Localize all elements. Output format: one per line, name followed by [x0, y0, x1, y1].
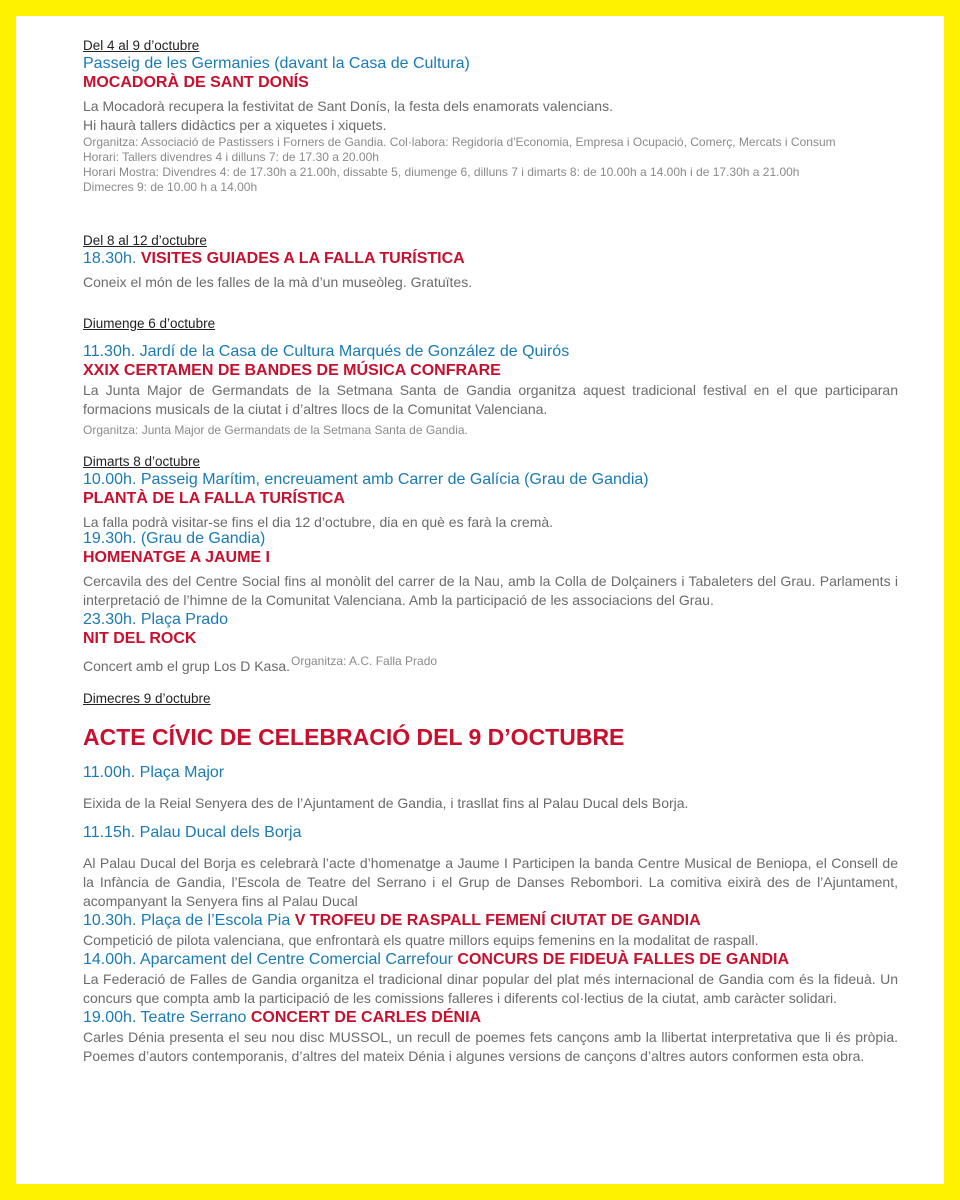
event-place: Passeig de les Germanies (davant la Casa de Cultura) [83, 55, 470, 72]
event-time: 18.30h. [83, 250, 137, 267]
event-description: La Junta Major de Germandats de la Setmana Santa de Gandia organitza aquest tradicional festival en el que participaran formacions musicals de la ciutat i d’altres llocs de la Comunitat Valenciana. [83, 382, 898, 417]
event-organizer: Organitza: A.C. Falla Prado [291, 654, 438, 668]
main-event-title: ACTE CÍVIC DE CELEBRACIÓ DEL 9 D’OCTUBRE [83, 724, 625, 750]
event-mocadora [83, 38, 898, 195]
event-place: 19.00h. Teatre Serrano [83, 1009, 247, 1026]
event-place: 19.30h. (Grau de Gandia) [83, 530, 266, 547]
event-description: Coneix el món de les falles de la mà d’un museòleg. Gratuïtes. [83, 274, 473, 290]
date-heading: Diumenge 6 d’octubre [83, 316, 216, 331]
event-place: 10.00h. Passeig Marítim, encreuament amb Carrer de Galícia (Grau de Gandia) [83, 471, 649, 488]
event-place: 11.00h. Plaça Major [83, 764, 225, 781]
event-description-row [83, 654, 898, 677]
event-description: Hi haurà tallers didàctics per a xiquetes i xiquets. [83, 117, 387, 133]
event-listing [83, 38, 898, 1066]
event-organizer: Organitza: Associació de Pastissers i Forners de Gandia. Col·labora: Regidoria d'Economia, Empresa i Ocupació, Comerç, Mercats i Consum [83, 135, 836, 149]
event-raspall-heading [83, 911, 898, 931]
event-title: CONCURS DE FIDEUÀ FALLES DE GANDIA [457, 951, 789, 968]
event-place: 23.30h. Plaça Prado [83, 611, 228, 628]
event-description: Eixida de la Reial Senyera des de l’Ajuntament de Gandia, i trasllat fins al Palau Ducal dels Borja. [83, 795, 689, 811]
event-title: XXIX CERTAMEN DE BANDES DE MÚSICA CONFRARE [83, 362, 501, 379]
event-organizer: Organitza: Junta Major de Germandats de la Setmana Santa de Gandia. [83, 423, 468, 437]
event-visites-guiades [83, 233, 898, 292]
event-fideua-heading [83, 950, 898, 970]
event-description: La falla podrà visitar-se fins el dia 12 d’octubre, dia en què es farà la cremà. [83, 514, 554, 530]
event-title: MOCADORÀ DE SANT DONÍS [83, 74, 309, 91]
event-place: 11.15h. Palau Ducal dels Borja [83, 824, 302, 841]
event-concert-heading [83, 1008, 898, 1028]
events-dimarts [83, 454, 898, 677]
event-place: 11.30h. Jardí de la Casa de Cultura Marqués de González de Quirós [83, 343, 570, 360]
event-description: Concert amb el grup Los D Kasa. [83, 658, 290, 674]
event-description: La Federació de Falles de Gandia organitza el tradicional dinar popular del plat més internacional de Gandia com és la fideuà. Un concurs que compta amb la participació de les comissions falleres i diferents col·lectius de la ciutat, amb caràcter solidari. [83, 971, 898, 1006]
date-heading: Dimecres 9 d’octubre [83, 691, 211, 706]
event-certamen-bandes [83, 316, 898, 438]
event-description: Competició de pilota valenciana, que enfrontarà els quatre millors equips femenins en la modalitat de raspall. [83, 932, 759, 948]
page-frame [16, 16, 944, 1184]
event-title: VISITES GUIADES A LA FALLA TURÍSTICA [140, 250, 465, 267]
event-schedule: Horari Mostra: Divendres 4: de 17.30h a 21.00h, dissabte 5, diumenge 6, dilluns 7 i dimarts 8: de 10.00h a 14.00h i de 17.30h a 21.00h [83, 165, 800, 179]
date-heading: Del 4 al 9 d’octubre [83, 38, 200, 53]
event-title: V TROFEU DE RASPALL FEMENÍ CIUTAT DE GANDIA [294, 912, 701, 929]
event-schedule: Dimecres 9: de 10.00 h a 14.00h [83, 180, 258, 194]
event-place: 14.00h. Aparcament del Centre Comercial Carrefour [83, 951, 453, 968]
event-description: Carles Dénia presenta el seu nou disc MUSSOL, un recull de poemes fets cançons amb la llibertat interpretativa que li és pròpia. Poemes d’autors contemporanis, d’altres del mateix Dénia i algunes versions de cançons d’altres autors conformen esta obra. [83, 1029, 898, 1064]
event-place: 10.30h. Plaça de l’Escola Pia [83, 912, 291, 929]
event-title: CONCERT DE CARLES DÉNIA [250, 1009, 482, 1026]
event-title: PLANTÀ DE LA FALLA TURÍSTICA [83, 490, 345, 507]
events-dimecres [83, 691, 898, 1066]
event-title: HOMENATGE A JAUME I [83, 549, 270, 566]
event-description: Al Palau Ducal del Borja es celebrarà l’acte d’homenatge a Jaume I Participen la banda Centre Musical de Beniopa, el Consell de la Infància de Gandia, l’Escola de Teatre del Serrano i el Grup de Danses Rebombori. La comitiva eixirà des de l’Ajuntament, acompanyant la Senyera fins al Palau Ducal [83, 855, 898, 909]
date-heading: Dimarts 8 d’octubre [83, 454, 201, 469]
event-schedule: Horari: Tallers divendres 4 i dilluns 7: de 17.30 a 20.00h [83, 150, 379, 164]
event-description: Cercavila des del Centre Social fins al monòlit del carrer de la Nau, amb la Colla de Dolçainers i Tabaleters del Grau. Parlaments i interpretació de l’himne de la Comunitat Valenciana. Amb la participació de les associacions del Grau. [83, 573, 898, 608]
date-heading: Del 8 al 12 d’octubre [83, 233, 207, 248]
event-title: NIT DEL ROCK [83, 630, 197, 647]
event-description: La Mocadorà recupera la festivitat de Sant Donís, la festa dels enamorats valencians. [83, 98, 613, 114]
